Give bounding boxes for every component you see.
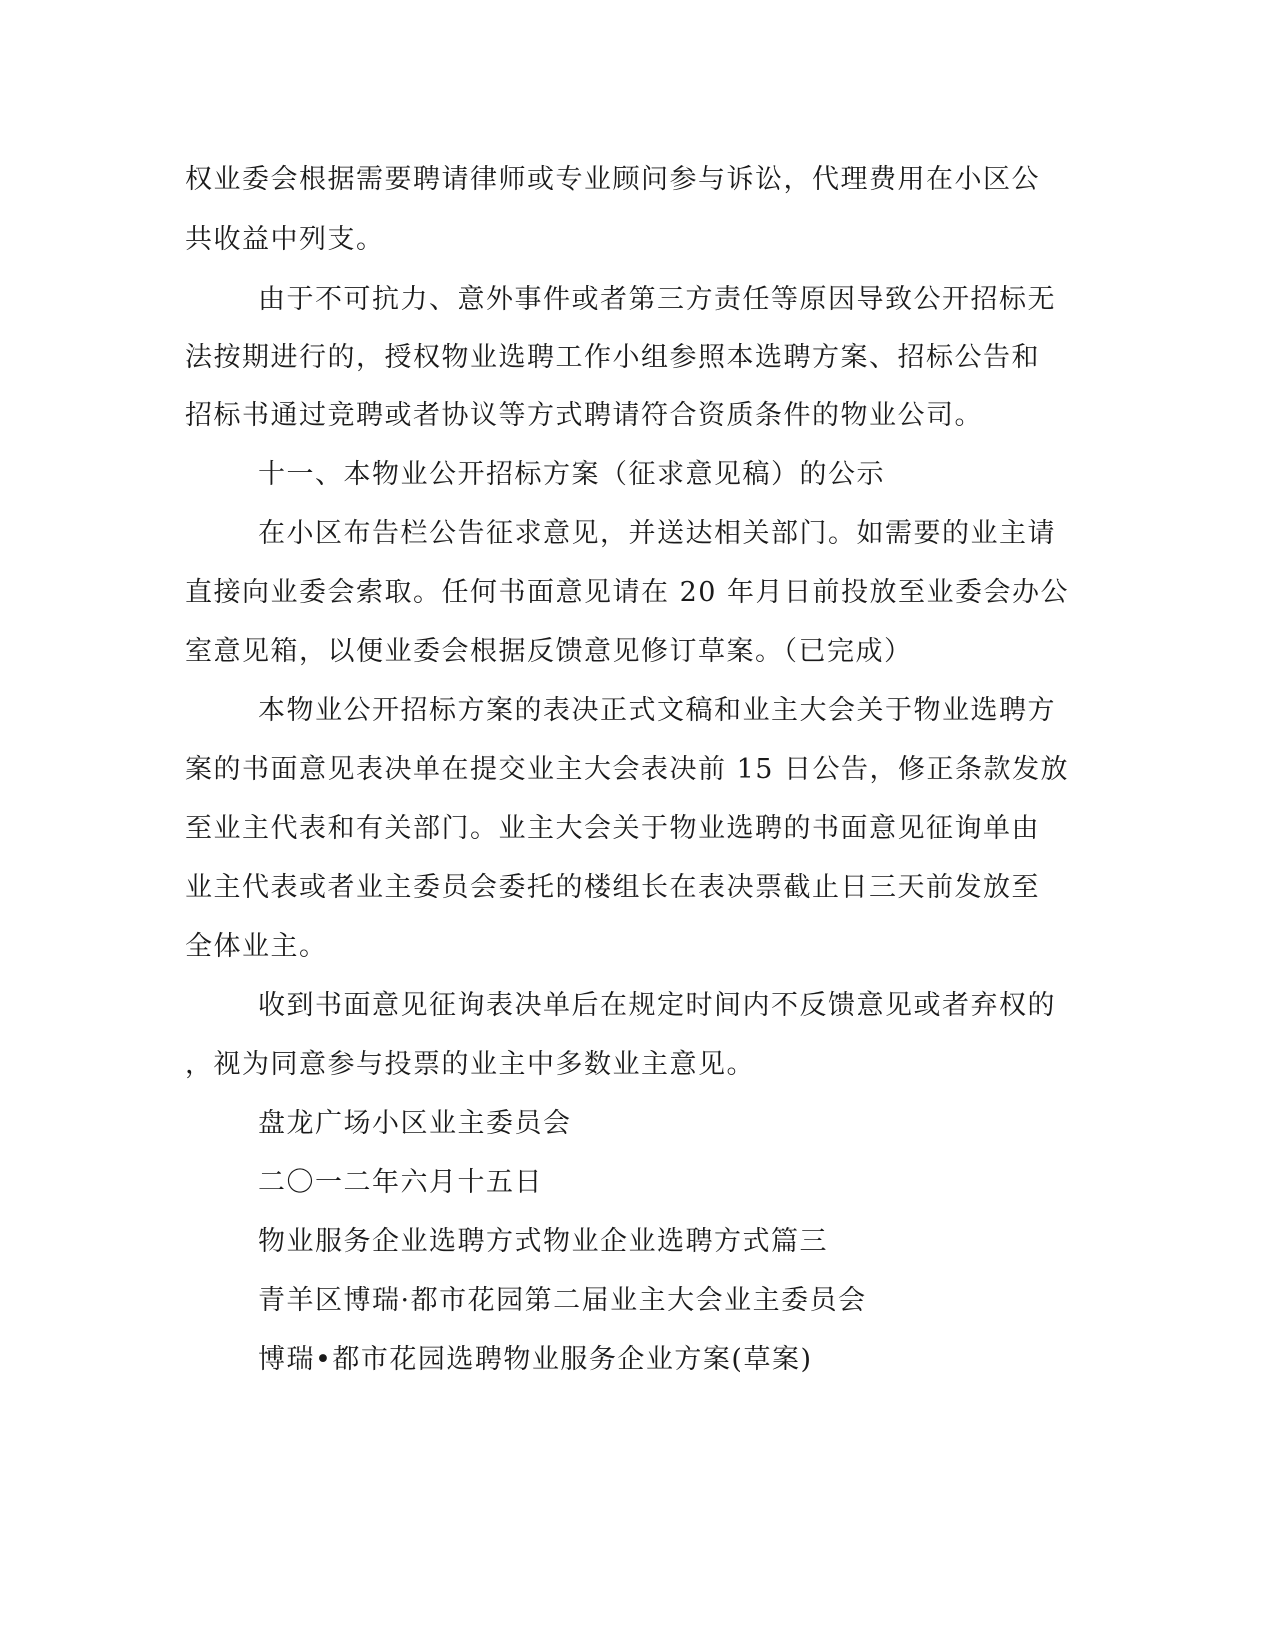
text-line: 共收益中列支。	[185, 224, 385, 255]
text-line: 案的书面意见表决单在提交业主大会表决前 15 日公告，修正条款发放	[185, 754, 1070, 785]
paragraph-start: 由于不可抗力、意外事件或者第三方责任等原因导致公开招标无	[258, 284, 1056, 315]
text-line: 法按期进行的，授权物业选聘工作小组参照本选聘方案、招标公告和	[185, 342, 1040, 373]
paragraph-start: 本物业公开招标方案的表决正式文稿和业主大会关于物业选聘方	[258, 695, 1056, 726]
text-line: 招标书通过竞聘或者协议等方式聘请符合资质条件的物业公司。	[185, 400, 983, 431]
paragraph-start: 在小区布告栏公告征求意见，并送达相关部门。如需要的业主请	[258, 518, 1056, 549]
section-heading: 十一、本物业公开招标方案（征求意见稿）的公示	[258, 459, 885, 490]
text-line: 直接向业委会索取。任何书面意见请在 20 年月日前投放至业委会办公	[185, 577, 1070, 608]
article-title: 物业服务企业选聘方式物业企业选聘方式篇三	[258, 1226, 828, 1257]
signature-organization: 盘龙广场小区业主委员会	[258, 1108, 572, 1139]
paragraph-start: 收到书面意见征询表决单后在规定时间内不反馈意见或者弃权的	[258, 990, 1056, 1021]
signature-date: 二〇一二年六月十五日	[258, 1167, 543, 1198]
text-line: 室意见箱，以便业委会根据反馈意见修订草案。（已完成）	[185, 636, 913, 667]
text-line: ，视为同意参与投票的业主中多数业主意见。	[185, 1049, 755, 1080]
issuing-body: 青羊区博瑞·都市花园第二届业主大会业主委员会	[258, 1285, 867, 1316]
plan-title: 博瑞•都市花园选聘物业服务企业方案(草案)	[258, 1344, 813, 1375]
text-line: 至业主代表和有关部门。业主大会关于物业选聘的书面意见征询单由	[185, 813, 1040, 844]
text-line: 权业委会根据需要聘请律师或专业顾问参与诉讼，代理费用在小区公	[185, 164, 1040, 195]
text-line: 业主代表或者业主委员会委托的楼组长在表决票截止日三天前发放至	[185, 872, 1040, 903]
text-line: 全体业主。	[185, 931, 328, 962]
